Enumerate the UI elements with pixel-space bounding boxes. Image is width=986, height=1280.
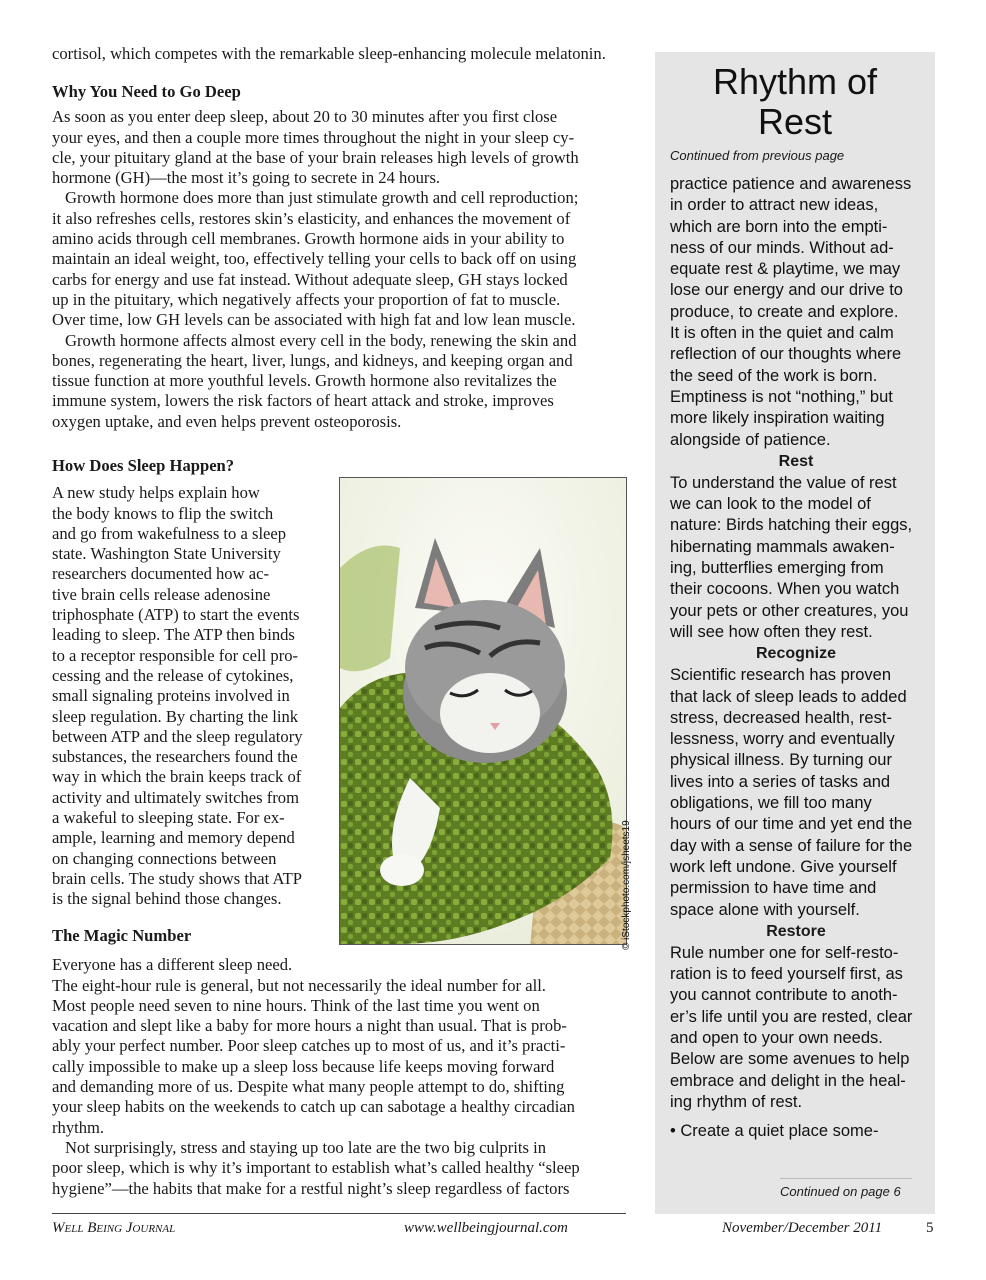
text-line: hormone (GH)—the most it’s going to secrete in 24 hours. — [52, 168, 441, 188]
photo-credit: © iStockphoto.com/jsheets19 — [621, 820, 632, 950]
sidebar-line: Emptiness is not “nothing,” but — [670, 387, 893, 406]
text-line: Most people need seven to nine hours. Think of the last time you went on — [52, 995, 540, 1015]
sidebar-line: ing, butterflies emerging from — [670, 559, 884, 578]
sidebar-bullet: • Create a quiet place some- — [670, 1122, 879, 1141]
text-line: a wakeful to sleeping state. For ex- — [52, 808, 285, 828]
text-line: oxygen uptake, and even helps prevent osteoporosis. — [52, 411, 402, 431]
text-line: to a receptor responsible for cell pro- — [52, 645, 299, 665]
sidebar-line: Scientific research has proven — [670, 666, 892, 685]
text-line: tive brain cells release adenosine — [52, 584, 271, 604]
footer-divider — [52, 1213, 626, 1214]
sidebar-line: It is often in the quiet and calm — [670, 324, 894, 343]
text-line: poor sleep, which is why it’s important to establish what’s called healthy “sleep — [52, 1158, 580, 1178]
sidebar-line: we can look to the model of — [670, 495, 871, 514]
sidebar-line: stress, decreased health, rest- — [670, 708, 892, 727]
text-line: brain cells. The study shows that ATP — [52, 868, 302, 888]
sidebar-line: their cocoons. When you watch — [670, 580, 900, 599]
sidebar-line: practice patience and awareness — [670, 175, 912, 193]
sidebar-line: hours of our time and yet end the — [670, 815, 913, 834]
text-line: and demanding more of us. Despite what many people attempt to do, shifting — [52, 1077, 565, 1097]
text-line: A new study helps explain how — [52, 483, 260, 503]
text-line: amino acids through cell membranes. Growth hormone aids in your ability to — [52, 229, 565, 249]
text-line: carbs for energy and use fat instead. Without adequate sleep, GH stays locked — [52, 269, 568, 289]
text-line: cle, your pituitary gland at the base of your brain releases high levels of growth — [52, 147, 579, 167]
sidebar-heading-rest: Rest — [778, 452, 814, 470]
sidebar-line: which are born into the empti- — [670, 217, 888, 236]
sidebar-heading-restore: Restore — [766, 922, 826, 940]
website-url[interactable]: www.wellbeingjournal.com — [404, 1220, 568, 1236]
text-line: ably your perfect number. Poor sleep catches up to most of us, and it’s practi- — [52, 1036, 566, 1056]
sidebar-line: that lack of sleep leads to added — [670, 687, 907, 706]
continued-from-note: Continued from previous page — [670, 148, 845, 163]
sidebar-line: ness of our minds. Without ad- — [670, 238, 894, 257]
text-line: it also refreshes cells, restores skin’s elasticity, and enhances the movement of — [52, 208, 571, 228]
text-line: leading to sleep. The ATP then binds — [52, 625, 295, 645]
sidebar-line: physical illness. By turning our — [670, 751, 892, 770]
sidebar-line: ration is to feed yourself first, as — [670, 965, 903, 984]
section-heading: How Does Sleep Happen? — [52, 456, 235, 475]
sidebar-line: alongside of patience. — [670, 430, 831, 449]
sidebar-line: in order to attract new ideas, — [670, 196, 879, 215]
text-line: sleep regulation. By charting the link — [52, 706, 299, 726]
text-line: immune system, lowers the risk factors of heart attack and stroke, improves — [52, 391, 554, 411]
sidebar-line: obligations, we fill too many — [670, 794, 872, 813]
sidebar-line: ing rhythm of rest. — [670, 1092, 803, 1111]
text-line: bones, regenerating the heart, liver, lungs, and kidneys, and keeping organ and — [52, 350, 573, 370]
sidebar-line: day with a sense of failure for the — [670, 836, 913, 855]
text-line: your sleep habits on the weekends to catch up can sabotage a healthy circadian — [52, 1097, 575, 1117]
sidebar-title-line: Rest — [757, 101, 833, 142]
sidebar-line: your pets or other creatures, you — [670, 601, 909, 620]
page-number: 5 — [926, 1220, 934, 1236]
sidebar-line: Rule number one for self-resto- — [670, 943, 899, 962]
continued-text-line: cortisol, which competes with the remarkable sleep-enhancing molecule melatonin. — [52, 44, 606, 63]
section-heading: The Magic Number — [52, 926, 192, 945]
sidebar-title — [655, 62, 935, 142]
text-line: up in the pituitary, which negatively affects your proportion of fat to muscle. — [52, 289, 561, 309]
text-line: between ATP and the sleep regulatory — [52, 726, 303, 746]
text-line: As soon as you enter deep sleep, about 20 to 30 minutes after you first close — [52, 107, 558, 127]
sidebar-title-line: Rhythm of — [712, 61, 878, 102]
sidebar-line: permission to have time and — [670, 879, 877, 898]
text-line: cally impossible to make up a sleep loss because life keeps moving forward — [52, 1056, 555, 1076]
section-why-deep — [52, 82, 626, 432]
text-line: Not surprisingly, stress and staying up too late are the two big culprits in — [65, 1137, 546, 1157]
text-line: Growth hormone does more than just stimulate growth and cell reproduction; — [65, 188, 579, 208]
sidebar-line: lose our energy and our drive to — [670, 281, 903, 300]
continued-on-link[interactable]: Continued on page 6 — [780, 1184, 901, 1199]
sidebar-line: you cannot contribute to anoth- — [670, 986, 898, 1005]
sidebar-divider — [780, 1178, 912, 1179]
sidebar-line: reflection of our thoughts where — [670, 345, 902, 364]
text-line: triphosphate (ATP) to start the events — [52, 605, 300, 625]
text-line: your eyes, and then a couple more times throughout the night in your sleep cy- — [52, 127, 575, 147]
text-line: The eight-hour rule is general, but not necessarily the ideal number for all. — [52, 975, 546, 995]
sidebar-line: produce, to create and explore. — [670, 302, 899, 321]
sidebar-heading-recognize: Recognize — [755, 645, 836, 663]
text-line: way in which the brain keeps track of — [52, 767, 302, 787]
text-line: cessing and the release of cytokines, — [52, 665, 294, 685]
sidebar-line: embrace and delight in the heal- — [670, 1071, 906, 1090]
sidebar-line: more likely inspiration waiting — [670, 409, 885, 428]
text-line: on changing connections between — [52, 848, 277, 868]
text-line: small signaling proteins involved in — [52, 686, 290, 706]
sidebar-body — [670, 174, 932, 1142]
text-line: activity and ultimately switches from — [52, 787, 300, 807]
sidebar-line: and open to your own needs. — [670, 1028, 883, 1047]
sidebar-rhythm-of-rest — [655, 52, 935, 1214]
sidebar-line: the seed of the work is born. — [670, 366, 878, 385]
sidebar-line: space alone with yourself. — [670, 900, 860, 919]
text-line: and go from wakefulness to a sleep — [52, 523, 287, 543]
text-line: ample, learning and memory depend — [52, 828, 295, 848]
sidebar-line: To understand the value of rest — [670, 473, 897, 492]
text-line: Over time, low GH levels can be associated with high fat and low lean muscle. — [52, 310, 576, 330]
journal-name: Well Being Journal — [52, 1220, 176, 1236]
sidebar-line: equate rest & playtime, we may — [670, 260, 901, 279]
text-line: rhythm. — [52, 1117, 105, 1137]
section-magic-number — [52, 926, 626, 1199]
sidebar-line: nature: Birds hatching their eggs, — [670, 516, 913, 535]
sidebar-line: work left undone. Give yourself — [670, 857, 897, 876]
text-line: is the signal behind those changes. — [52, 889, 282, 909]
text-line: researchers documented how ac- — [52, 564, 269, 584]
kitten-photo — [339, 477, 627, 945]
text-line: tissue function at more youthful levels. Growth hormone also revitalizes the — [52, 371, 557, 391]
sidebar-line: hibernating mammals awaken- — [670, 537, 895, 556]
sidebar-line: lessness, worry and eventually — [670, 730, 895, 749]
text-line: the body knows to flip the switch — [52, 503, 274, 523]
issue-date: November/December 2011 — [722, 1220, 883, 1236]
text-line: Growth hormone affects almost every cell in the body, renewing the skin and — [65, 330, 577, 350]
text-line: vacation and slept like a baby for more hours a night than usual. That is prob- — [52, 1016, 567, 1036]
sidebar-line: Below are some avenues to help — [670, 1050, 910, 1069]
text-line: Everyone has a different sleep need. — [52, 955, 293, 975]
sidebar-line: er’s life until you are rested, clear — [670, 1007, 913, 1026]
section-heading: Why You Need to Go Deep — [52, 82, 241, 101]
kitten-illustration — [340, 478, 626, 944]
text-line: state. Washington State University — [52, 544, 281, 564]
text-line: maintain an ideal weight, too, effectively telling your cells to back off on using — [52, 249, 577, 269]
sidebar-line: will see how often they rest. — [670, 622, 873, 641]
text-line: substances, the researchers found the — [52, 747, 298, 767]
text-line: hygiene”—the habits that make for a restful night’s sleep regardless of factors — [52, 1178, 570, 1198]
sidebar-line: lives into a series of tasks and — [670, 772, 891, 791]
